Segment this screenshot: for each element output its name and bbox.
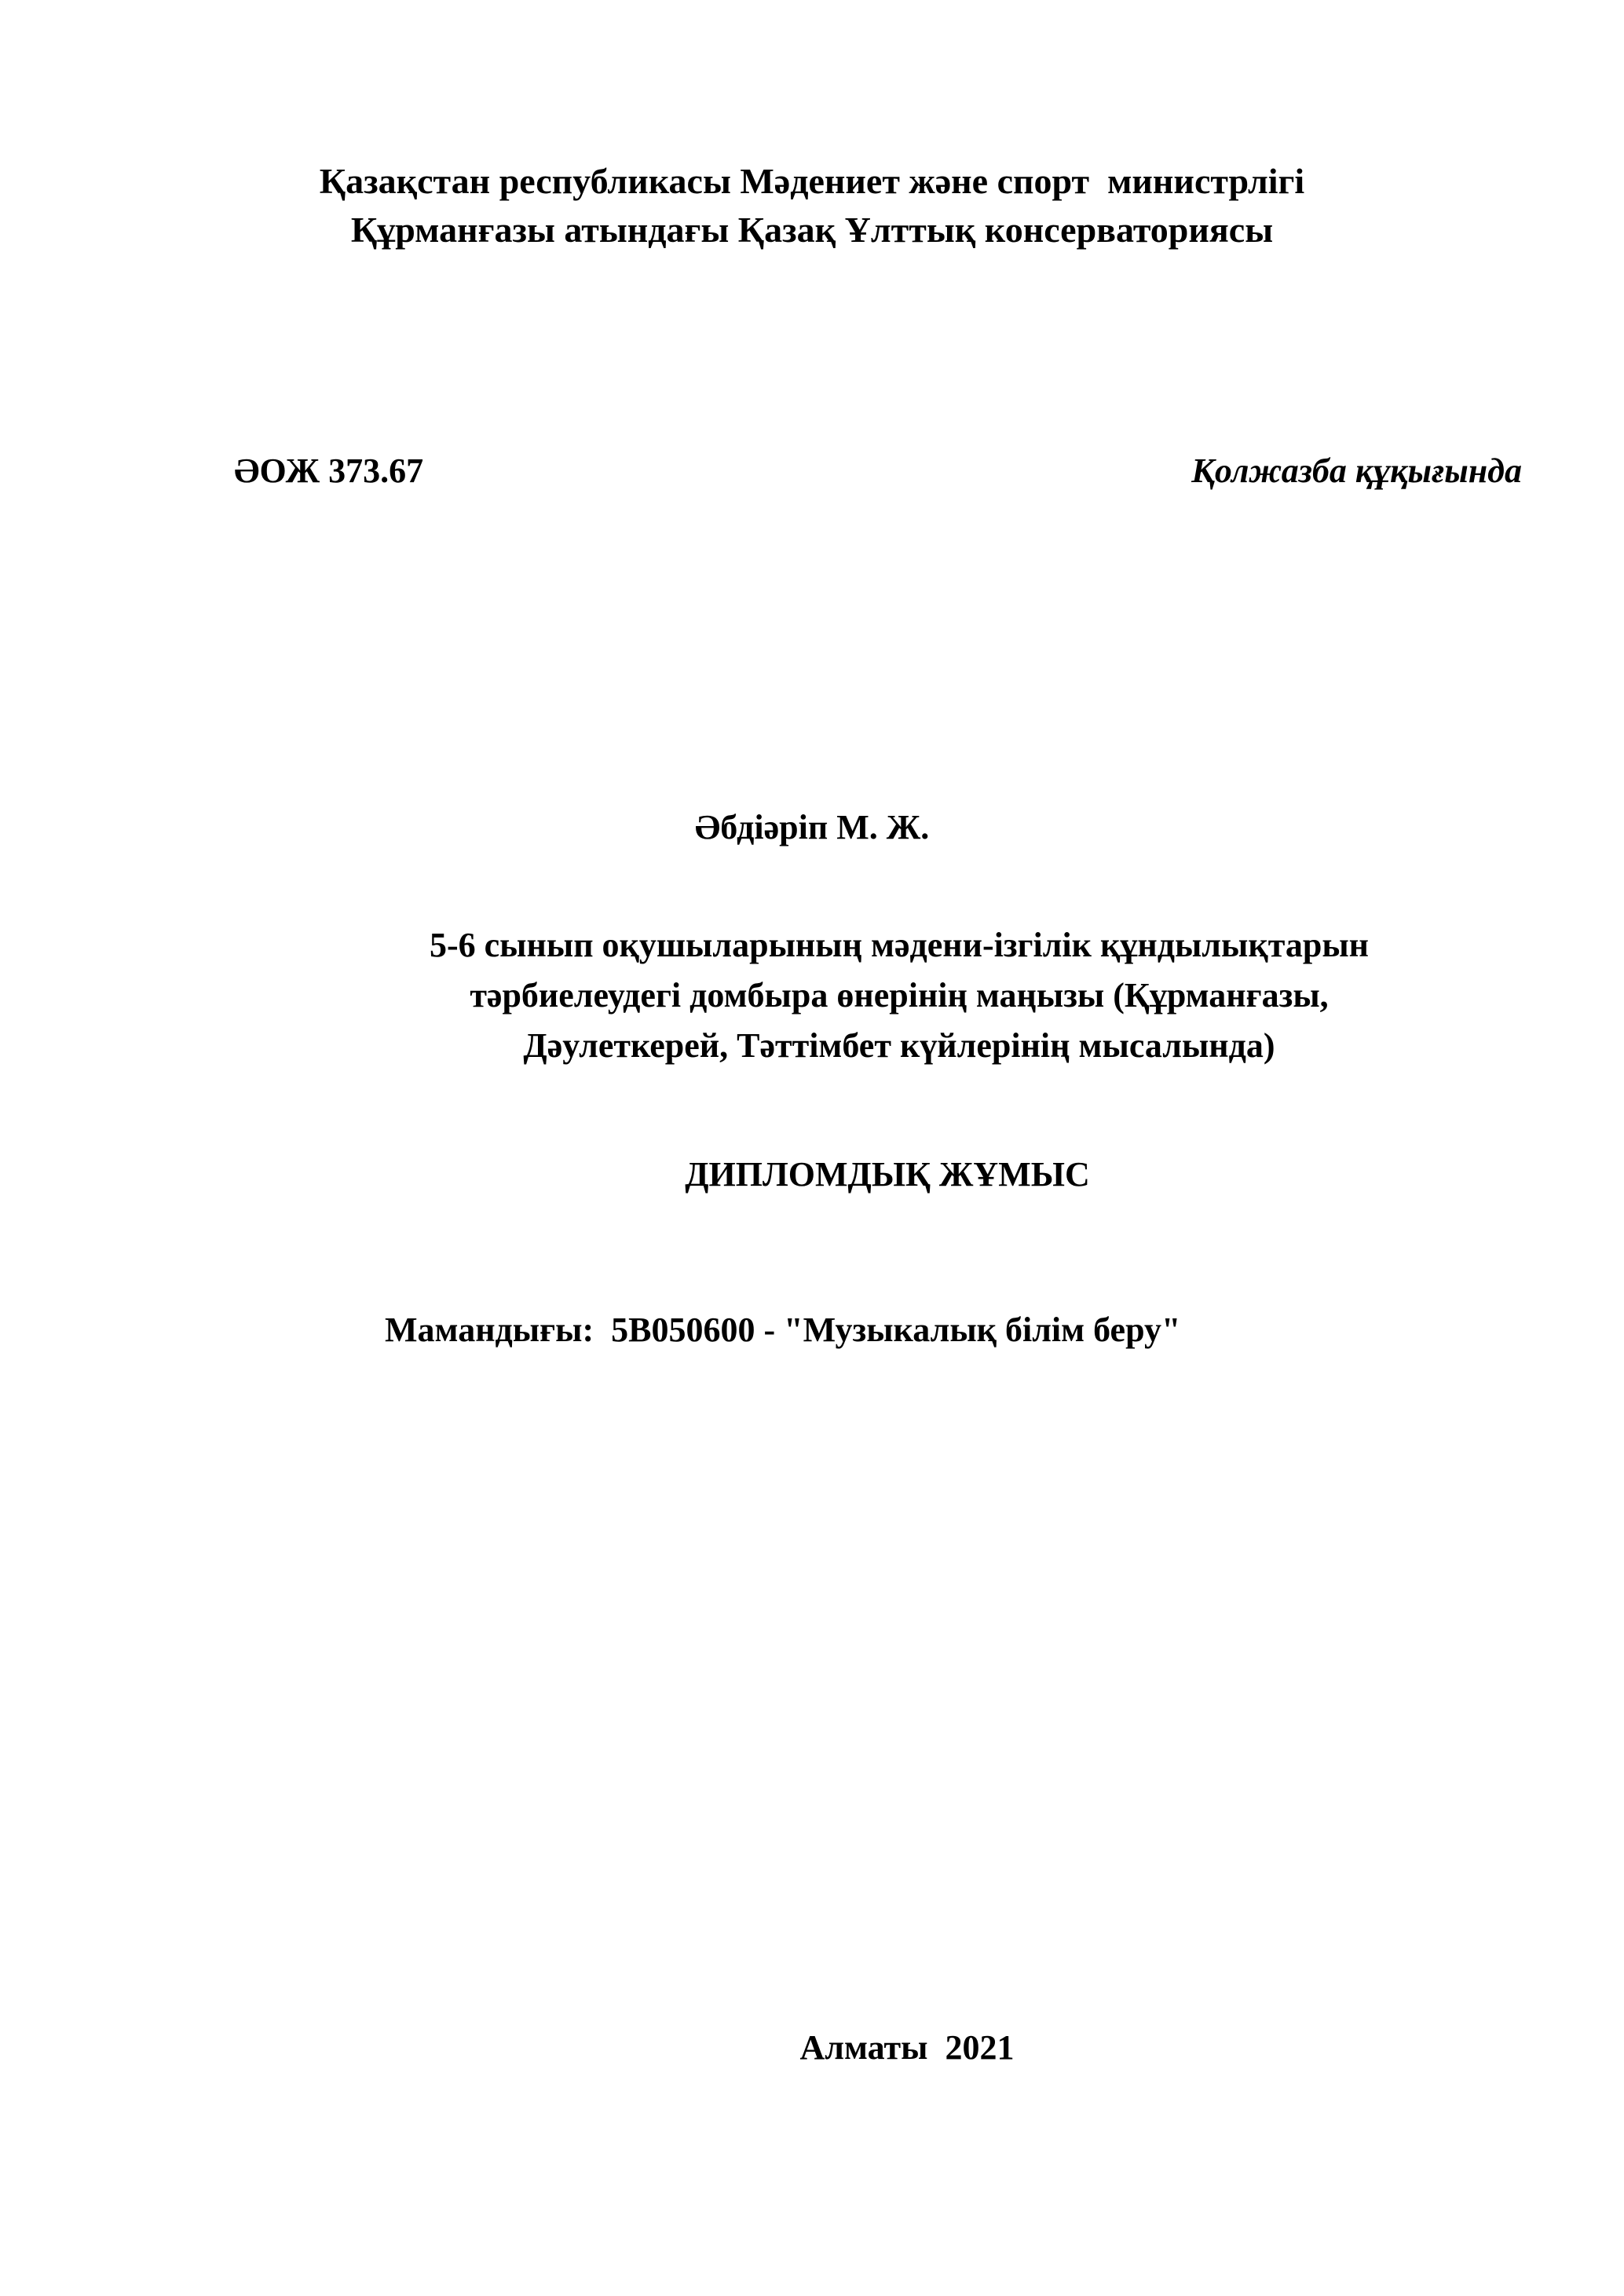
institution-header [0, 157, 1624, 254]
author-name: Әбдіәріп М. Ж. [694, 808, 930, 846]
ministry-name: Қазақстан республикасы Мәдениет және спорт министрлігі [319, 161, 1305, 201]
institution-name: Құрманғазы атындағы Қазақ Ұлттық консерваториясы [350, 210, 1274, 250]
udk-code: ӘОЖ 373.67 [234, 452, 424, 490]
thesis-title-line: Дәулеткерей, Тәттімбет күйлерінің мысалында) [523, 1026, 1275, 1065]
specialty-line: Мамандығы: 5В050600 - "Музыкалық білім беру" [385, 1311, 1181, 1349]
thesis-title-line: тәрбиелеудегі домбыра өнерінің маңызы (Құрманғазы, [470, 976, 1329, 1015]
thesis-title-line: 5-6 сынып оқушыларының мәдени-ізгілік құндылықтарын [429, 926, 1370, 964]
city-year: Алматы 2021 [799, 2028, 1015, 2067]
work-type-heading: ДИПЛОМДЫҚ ЖҰМЫС [685, 1155, 1090, 1194]
manuscript-rights-note: Қолжазба құқығында [1191, 452, 1522, 490]
thesis-title [236, 920, 1563, 1071]
